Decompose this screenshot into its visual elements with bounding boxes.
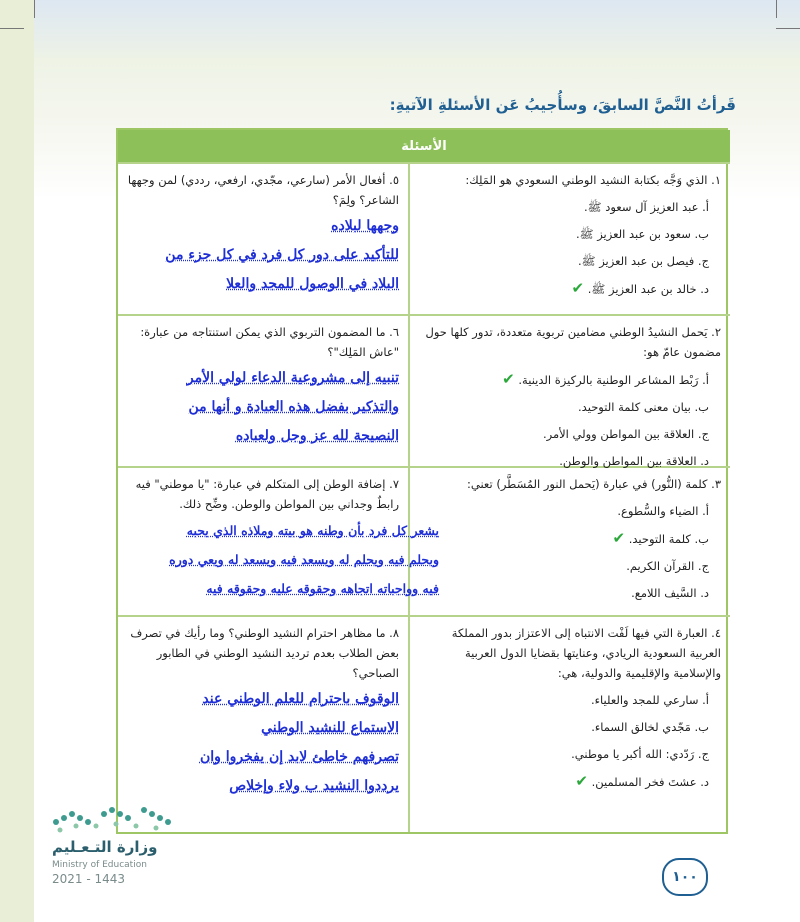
question-text: ٥. أفعال الأمر (سارعي، مجّدي، ارفعي، رددي) لمن وجهها الشاعر؟ ولِمَ؟ [127, 173, 399, 207]
option-item: د. العلاقة بين المواطن والوطن. [559, 454, 709, 468]
question-text: ٤. العبارة التي فيها لَفْت الانتباه إلى الاعتزاز بدور المملكة العربية السعودية الريادي، وعنايتها بقضايا الدول العربية والإسلامية والإقليمية والدولية، هي: [451, 626, 721, 680]
option-item: أ. سارعي للمجد والعلياء. [590, 693, 709, 707]
open-question-cell-7 [118, 466, 439, 615]
option-item: ج. القرآن الكريم. [626, 559, 709, 573]
option-item: ب. سعود بن عبد العزيز ﷺ. [575, 227, 709, 241]
option-item: ب. بيان معنى كلمة التوحيد. [578, 400, 709, 414]
open-question-cell-5 [118, 162, 410, 314]
mc-question-cell-3 [410, 466, 730, 615]
handwritten-answer: تصرفهم خاطئ لابد إن يفخروا وان [199, 749, 399, 765]
check-icon: ✔ [575, 772, 588, 790]
instruction-heading: قَرأتُ النَّصَّ السابقَ، وسأُجيبُ عَن الأسئلةِ الآتيةِ: [389, 96, 736, 114]
mc-question-cell-4 [410, 615, 730, 832]
option-text: د. خالد بن عبد العزيز ﷺ. [587, 282, 709, 296]
open-question-cell-6 [118, 314, 410, 466]
option-item: ج. فيصل بن عبد العزيز ﷺ. [577, 254, 709, 268]
option-item: د. السَّيف اللامع. [631, 586, 709, 600]
option-item [419, 771, 721, 792]
ministry-name-arabic: وزارة التـعـليم [52, 838, 158, 856]
option-item [419, 278, 721, 299]
option-item [419, 528, 721, 549]
ministry-logo-icon [48, 800, 176, 836]
check-icon: ✔ [571, 279, 585, 297]
handwritten-answer: الوقوف باحترام للعلم الوطني عند [202, 691, 399, 707]
check-icon: ✔ [612, 529, 626, 547]
handwritten-answer: البلاد في الوصول للمجد والعلا [226, 276, 399, 292]
crop-mark-left-vertical [34, 0, 35, 18]
crop-mark-left [0, 28, 24, 29]
crop-mark-right [776, 28, 800, 29]
option-item: أ. الضياء والسُّطوع. [617, 504, 709, 518]
ministry-name-english: Ministry of Education [52, 860, 147, 870]
crop-mark-right-vertical [776, 0, 777, 18]
handwritten-answer: وجهها لبلاده [331, 218, 399, 234]
questions-table [116, 128, 728, 834]
option-text: د. عشتَ فخر المسلمين. [591, 775, 709, 789]
handwritten-answer: النصيحة لله عز وجل ولعباده [235, 428, 399, 444]
question-text: ٦. ما المضمون التربوي الذي يمكن استنتاجه من عبارة: "عاش المَلِك"؟ [140, 325, 399, 359]
handwritten-answer: تنبيه إلى مشروعية الدعاء لولي الأمر [186, 370, 399, 386]
option-text: ب. كلمة التوحيد. [628, 532, 709, 546]
question-text: ٧. إضافة الوطن إلى المتكلم في عبارة: "يا موطني" فيه رابطٌ وجداني بين المواطن والوطن. وضِّح ذلك. [135, 477, 399, 511]
option-item: ج. رَدّدي: الله أكبر يا موطني. [571, 747, 709, 761]
mc-question-cell-2 [410, 314, 730, 466]
option-item: أ. عبد العزيز آل سعود ﷺ. [584, 200, 709, 214]
page-number: ١٠٠ [662, 858, 708, 896]
handwritten-answer: فيه وواجباته اتجاهه وحقوقه عليه وحقوقه فيه [206, 581, 439, 596]
handwritten-answer: يشعر كل فرد بأن وطنه هو بيته وملاذه الذي يحبه [186, 523, 439, 538]
handwritten-answer: والتذكير بفضل هذه العبادة و أنها من [188, 399, 399, 415]
handwritten-answer: الاستماع للنشيد الوطني [261, 720, 399, 736]
check-icon: ✔ [502, 370, 515, 388]
option-item [419, 369, 721, 390]
question-text: ٢. يَحمل النشيدُ الوطني مضامين تربوية متعددة، تدور كلها حول مضمون عامّ هو: [425, 325, 721, 359]
table-header: الأسئلة [118, 130, 730, 162]
option-item: ب. مَجّدي لخالق السماء. [591, 720, 709, 734]
question-text: ٨. ما مظاهر احترام النشيد الوطني؟ وما رأيك في تصرف بعض الطلاب بعدم ترديد النشيد الوطني في الطابور الصباحي؟ [130, 626, 399, 680]
mc-question-cell-1 [410, 162, 730, 314]
question-text: ١. الذي وَجَّه بكتابة النشيد الوطني السعودي هو المَلِك: [465, 173, 721, 187]
option-item: ج. العلاقة بين المواطن وولي الأمر. [542, 427, 709, 441]
option-text: أ. رَبْط المشاعر الوطنية بالركيزة الدينية. [518, 373, 709, 387]
handwritten-answer: للتأكيد على دور كل فرد في كل جزء من [165, 247, 399, 263]
handwritten-answer: وبحلم فيه ويحلم له ويسعد فيه ويسعد له ويعي دوره [169, 552, 439, 567]
handwritten-answer: يرددوا النشيد ب ولاء وإخلاص [229, 778, 399, 794]
question-text: ٣. كلمة (النُّور) في عبارة (يَحمل النور المُسَطَّر) تعني: [467, 477, 721, 491]
edition-year: 2021 - 1443 [52, 872, 126, 886]
